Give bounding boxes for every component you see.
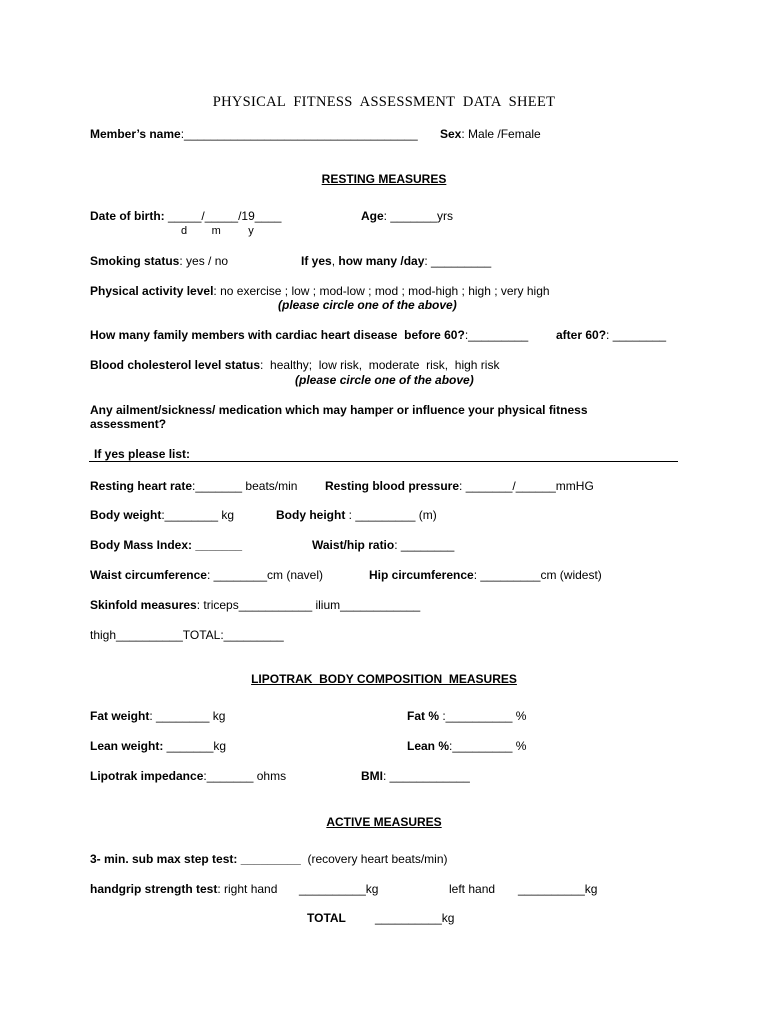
step-test-note: (recovery heart beats/min) [300, 852, 448, 866]
bmi-label: Body Mass Index: _______ [90, 538, 243, 552]
body-height-row [276, 508, 437, 522]
cholesterol-row [90, 358, 499, 372]
resting-heading: RESTING MEASURES [321, 172, 447, 186]
body-height-field[interactable]: : _________ (m) [345, 508, 437, 522]
step-test-label[interactable]: 3- min. sub max step test: _________ [90, 852, 301, 866]
ailment-question-line-1 [90, 403, 588, 417]
sex-row [440, 127, 541, 141]
ifyes-sep: , [331, 254, 339, 268]
fat-percent-label: Fat % [407, 709, 440, 723]
skinfold-row [90, 598, 420, 612]
total-label [307, 911, 346, 925]
family-row [90, 328, 528, 342]
fat-weight-field[interactable]: : ________ kg [149, 709, 226, 723]
body-weight-label: Body weight [90, 508, 162, 522]
ifyes-list-label [94, 447, 190, 461]
cholesterol-label: Blood cholesterol level status [90, 358, 261, 372]
activity-options[interactable]: : no exercise ; low ; mod-low ; mod ; mod-high ; high ; very high [213, 284, 550, 298]
body-height-label: Body height [276, 508, 346, 522]
after-label: after 60? [556, 328, 607, 342]
blood-pressure-field[interactable]: : _______/______mmHG [459, 479, 594, 493]
bmi-row[interactable] [90, 538, 242, 552]
handgrip-label: handgrip strength test [90, 882, 218, 896]
right-hand-field[interactable]: __________kg [299, 882, 379, 896]
waist-label: Waist circumference [90, 568, 207, 582]
body-weight-row [90, 508, 234, 522]
waist-hip-row [312, 538, 454, 552]
waist-hip-label: Waist/hip ratio [312, 538, 395, 552]
family-label: How many family members with cardiac heart disease before 60? [90, 328, 465, 342]
cigs-row [301, 254, 491, 268]
family-after-row [556, 328, 666, 342]
member-name-row [90, 127, 418, 141]
lean-weight-row [90, 739, 226, 753]
list-label-text: If yes please list: [94, 447, 191, 461]
right-hand-label: : right hand [217, 882, 278, 896]
member-name-field[interactable]: :___________________________________ [180, 127, 418, 141]
heart-rate-unit: beats/min [245, 479, 298, 493]
left-hand-label: left hand [449, 882, 496, 896]
ailment-text-2: assessment? [90, 417, 167, 431]
howmany-label: how many /day [338, 254, 425, 268]
body-weight-field[interactable]: :________ kg [161, 508, 235, 522]
ailment-question-line-2 [90, 417, 166, 431]
lean-weight-field[interactable]: _______kg [163, 739, 227, 753]
circle-note-text-2: (please circle one of the above) [295, 373, 474, 387]
smoking-row [90, 254, 228, 268]
page-title: PHYSICAL FITNESS ASSESSMENT DATA SHEET [212, 94, 556, 110]
heart-rate-label: Resting heart rate [90, 479, 193, 493]
dob-row [90, 209, 281, 223]
lean-percent-label: Lean % [407, 739, 450, 753]
impedance-label: Lipotrak impedance [90, 769, 204, 783]
dob-label: Date of birth: [90, 209, 165, 223]
fat-percent-row [407, 709, 526, 723]
activity-label: Physical activity level [90, 284, 214, 298]
activity-row [90, 284, 550, 298]
waist-row [90, 568, 323, 582]
impedance-field[interactable]: :_______ ohms [203, 769, 287, 783]
heart-rate-row [90, 479, 297, 493]
age-row [361, 209, 453, 223]
lean-percent-field[interactable]: :_________ % [449, 739, 527, 753]
fat-weight-row [90, 709, 225, 723]
waist-hip-field[interactable]: : ________ [394, 538, 455, 552]
thigh-total-field[interactable]: thigh__________TOTAL:_________ [90, 628, 284, 642]
lipotrak-bmi-label: BMI [361, 769, 383, 783]
lean-percent-row [407, 739, 526, 753]
cholesterol-circle-note [295, 373, 474, 387]
smoking-label: Smoking status [90, 254, 180, 268]
impedance-row [90, 769, 286, 783]
hip-field[interactable]: : _________cm (widest) [473, 568, 602, 582]
skinfold-field[interactable]: : triceps___________ ilium____________ [196, 598, 421, 612]
step-test-row [90, 852, 448, 866]
waist-field[interactable]: : ________cm (navel) [206, 568, 324, 582]
handgrip-row [90, 882, 277, 896]
hip-row [369, 568, 602, 582]
ailment-text-1: Any ailment/sickness/ medication which may hamper or influence your physical fitness [90, 403, 588, 417]
lean-weight-label: Lean weight: [90, 739, 164, 753]
howmany-field[interactable]: : _________ [424, 254, 492, 268]
dob-field[interactable]: _____/_____/19____ [164, 209, 282, 223]
fat-weight-label: Fat weight [90, 709, 150, 723]
dob-hint: d m y [181, 225, 254, 237]
circle-note-text: (please circle one of the above) [278, 298, 457, 312]
lipotrak-bmi-row [361, 769, 470, 783]
fat-percent-field[interactable]: :__________ % [439, 709, 527, 723]
cholesterol-options[interactable]: : healthy; low risk, moderate risk, high risk [260, 358, 500, 372]
heart-rate-field[interactable]: :_______ [192, 479, 246, 493]
active-heading: ACTIVE MEASURES [326, 815, 442, 829]
family-before-field[interactable]: :_________ [464, 328, 529, 342]
family-after-field[interactable]: : ________ [606, 328, 667, 342]
age-label: Age [361, 209, 384, 223]
sex-field[interactable]: : Male /Female [461, 127, 541, 141]
blood-pressure-label: Resting blood pressure [325, 479, 460, 493]
lipotrak-bmi-field[interactable]: : ____________ [383, 769, 470, 783]
left-hand-field[interactable]: __________kg [518, 882, 598, 896]
sex-label: Sex [440, 127, 462, 141]
smoking-field[interactable]: : yes / no [179, 254, 229, 268]
list-entry-line[interactable] [89, 461, 678, 462]
total-field[interactable]: __________kg [375, 911, 455, 925]
hip-label: Hip circumference [369, 568, 474, 582]
total-label-text: TOTAL [307, 911, 346, 925]
age-field[interactable]: : _______yrs [383, 209, 454, 223]
member-name-label: Member’s name [90, 127, 181, 141]
blood-pressure-row [325, 479, 594, 493]
ifyes-label: If yes [301, 254, 332, 268]
activity-circle-note [278, 298, 457, 312]
lipotrak-heading: LIPOTRAK BODY COMPOSITION MEASURES [251, 672, 517, 686]
skinfold-label: Skinfold measures [90, 598, 197, 612]
